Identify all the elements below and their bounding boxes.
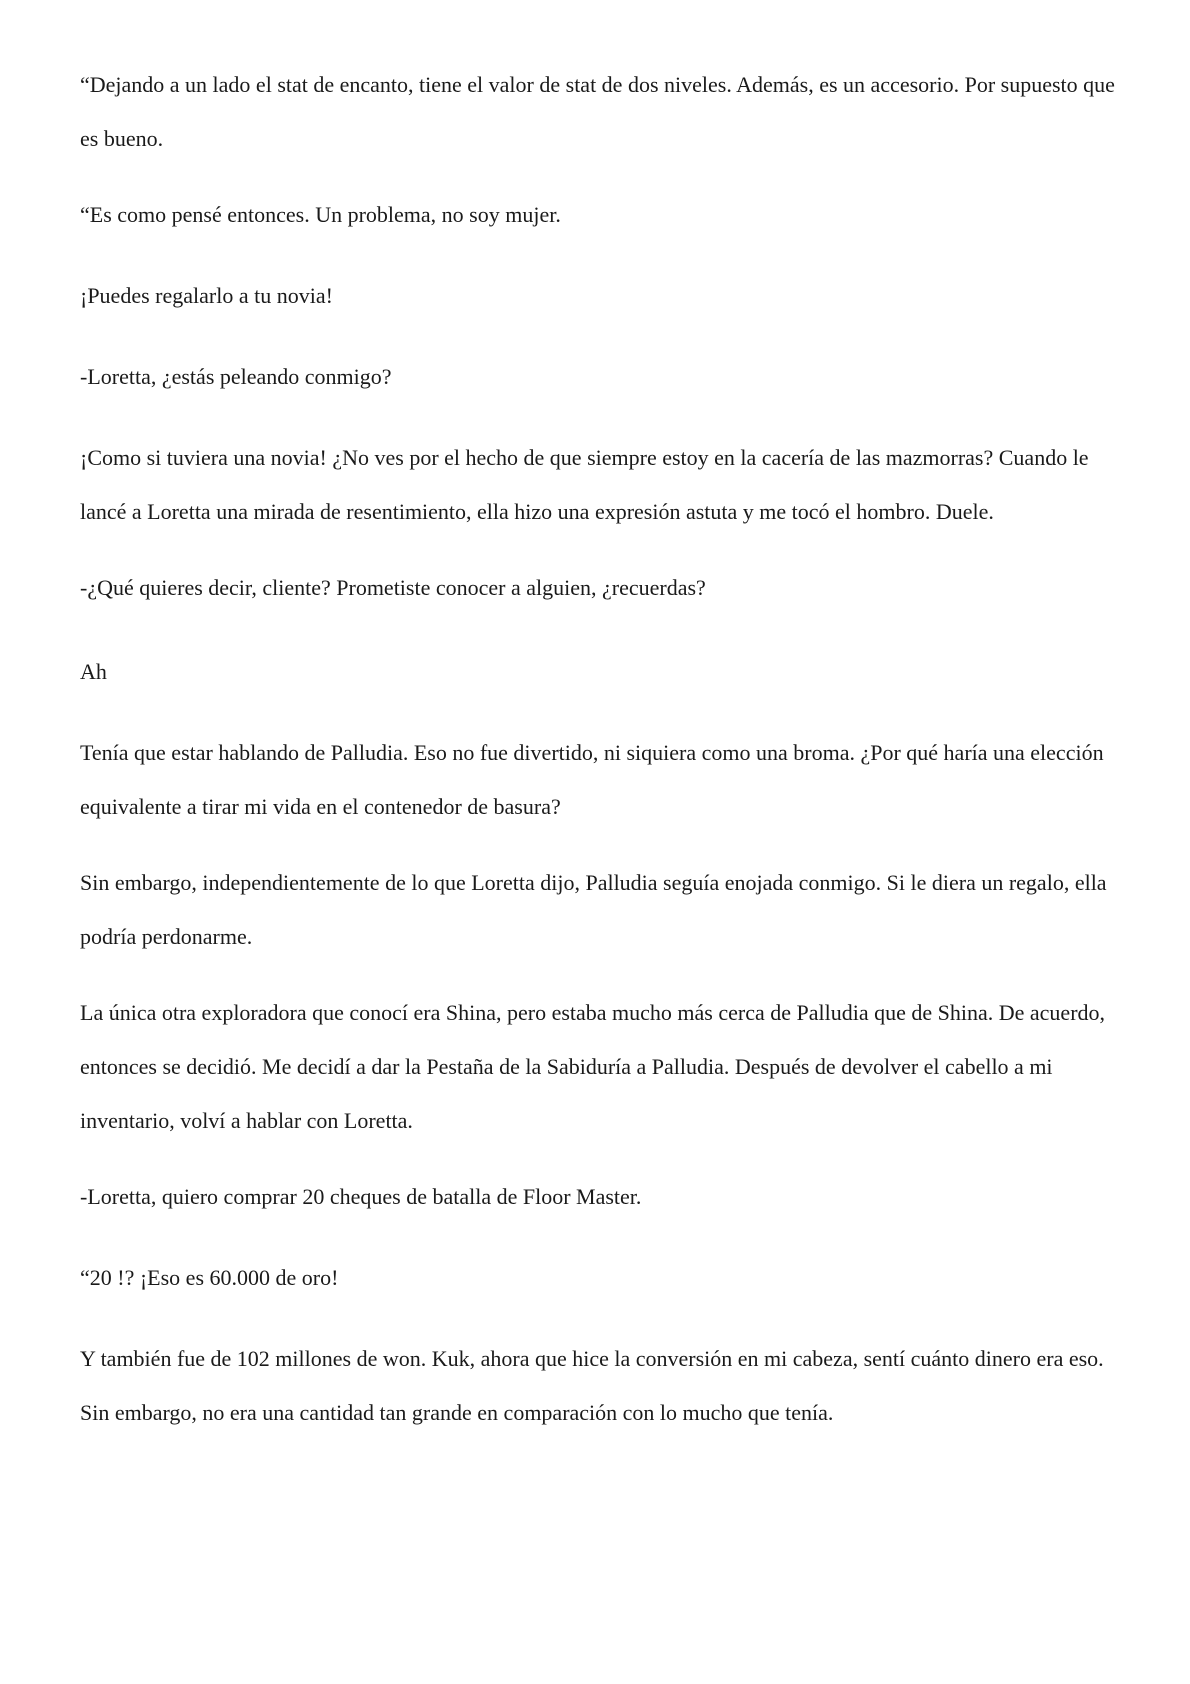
paragraph-11: -Loretta, quiero comprar 20 cheques de batalla de Floor Master. xyxy=(80,1184,642,1209)
paragraph-7: Ah xyxy=(80,659,107,684)
document-page xyxy=(80,58,1120,1440)
paragraph-5: ¡Como si tuviera una novia! ¿No ves por el hecho de que siempre estoy en la cacería de las mazmorras? Cuando le lancé a Loretta una mirada de resentimiento, ella hizo una expresión astuta y me tocó el hombro. Duele. xyxy=(80,445,1089,524)
paragraph-13: Y también fue de 102 millones de won. Kuk, ahora que hice la conversión en mi cabeza, sentí cuánto dinero era eso. Sin embargo, no era una cantidad tan grande en comparación con lo mucho que tenía. xyxy=(80,1346,1104,1425)
paragraph-12: “20 !? ¡Eso es 60.000 de oro! xyxy=(80,1265,339,1290)
paragraph-3: ¡Puedes regalarlo a tu novia! xyxy=(80,283,333,308)
paragraph-6: -¿Qué quieres decir, cliente? Prometiste conocer a alguien, ¿recuerdas? xyxy=(80,575,706,600)
paragraph-9: Sin embargo, independientemente de lo que Loretta dijo, Palludia seguía enojada conmigo. Si le diera un regalo, ella podría perdonarme. xyxy=(80,870,1107,949)
paragraph-1: “Dejando a un lado el stat de encanto, tiene el valor de stat de dos niveles. Además, es un accesorio. Por supuesto que es bueno. xyxy=(80,72,1115,151)
paragraph-10: La única otra exploradora que conocí era Shina, pero estaba mucho más cerca de Palludia que de Shina. De acuerdo, entonces se decidió. Me decidí a dar la Pestaña de la Sabiduría a Palludia. Después de devolver el cabello a mi inventario, volví a hablar con Loretta. xyxy=(80,1000,1106,1133)
paragraph-2: “Es como pensé entonces. Un problema, no soy mujer. xyxy=(80,202,561,227)
paragraph-8: Tenía que estar hablando de Palludia. Eso no fue divertido, ni siquiera como una broma. ¿Por qué haría una elección equivalente a tirar mi vida en el contenedor de basura? xyxy=(80,740,1104,819)
paragraph-4: -Loretta, ¿estás peleando conmigo? xyxy=(80,364,392,389)
